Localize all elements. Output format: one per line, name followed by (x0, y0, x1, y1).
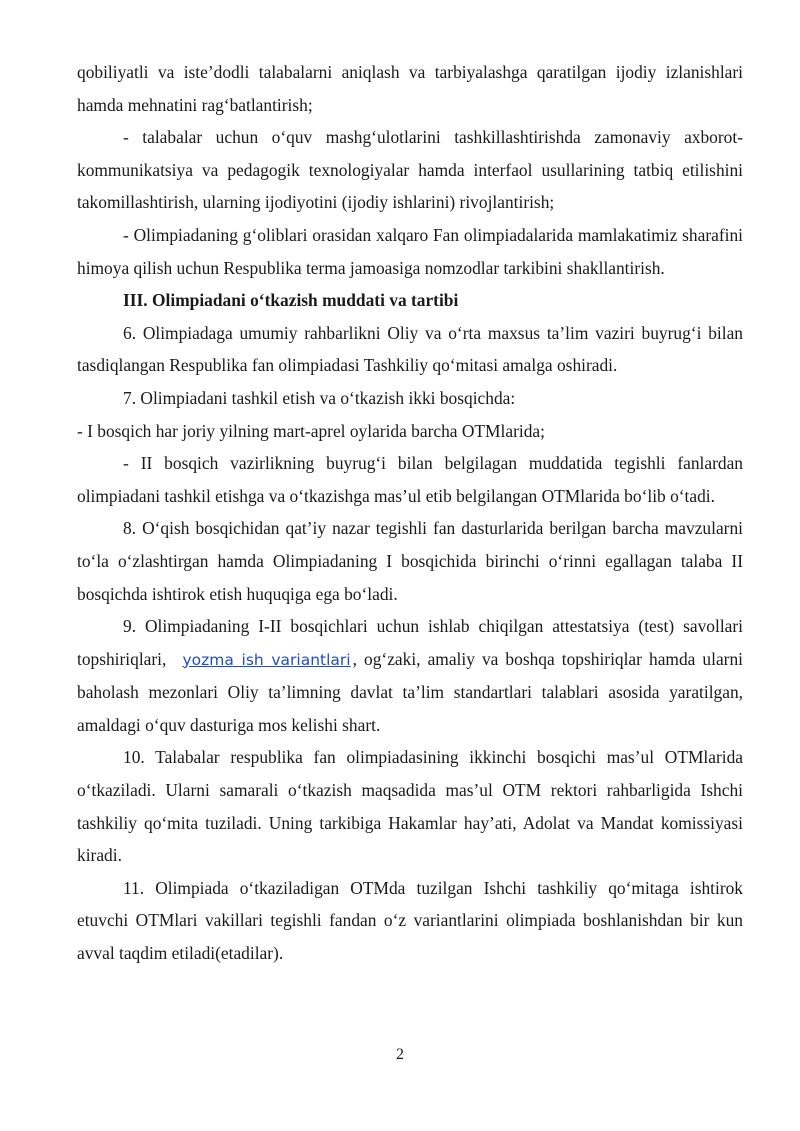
paragraph-9-text-before: 9. Olimpiadaning I-II bosqichlari uchun ishlab chiqilgan attestatsiya (test) savollari topshiriqlari, (77, 616, 743, 669)
paragraph-9-text-after: , og‘zaki, amaliy va boshqa topshiriqlar hamda ularni baholash mezonlari Oliy ta’limning davlat ta’lim standartlari talablari asosida yaratilgan, amaldagi o‘quv dasturiga mos kelishi shart. (77, 648, 743, 735)
section-heading: III. Olimpiadani o‘tkazish muddati va tartibi (123, 290, 459, 311)
paragraph-ict-technologies: - talabalar uchun o‘quv mashg‘ulotlarini tashkillashtirishda zamonaviy axborot-kommunikatsiya va pedagogik texnologiyalar hamda interfaol usullarining tatbiq etilishini takomillashtirish, ularning ijodiyotini (ijodiy ishlarini) rivojlantirish; (77, 127, 743, 213)
paragraph-6: 6. Olimpiadaga umumiy rahbarlikni Oliy va o‘rta maxsus ta’lim vaziri buyrug‘i bilan tasdiqlangan Respublika fan olimpiadasi Tashkiliy qo‘mitasi amalga oshiradi. (77, 322, 743, 376)
paragraph-7-stage-1: - I bosqich har joriy yilning mart-aprel oylarida barcha OTMlarida; (77, 420, 545, 441)
paragraph-7-stage-2: - II bosqich vazirlikning buyrug‘i bilan belgilagan muddatida tegishli fanlardan olimpiadani tashkil etishga va o‘tkazishga mas’ul etib belgilangan OTMlarida bo‘lib o‘tadi. (77, 453, 743, 506)
paragraph-11: 11. Olimpiada o‘tkaziladigan OTMda tuzilgan Ishchi tashkiliy qo‘mitaga ishtirok etuvchi OTMlari vakillari tegishli fandan o‘z variantlarini olimpiada boshlanishdan bir kun avval taqdim etiladi(etadilar). (77, 877, 743, 964)
paragraph-10: 10. Talabalar respublika fan olimpiadasining ikkinchi bosqichi mas’ul OTMlarida o‘tkaziladi. Ularni samarali o‘tkazish maqsadida mas’ul OTM rektori rahbarligida Ishchi tashkiliy qo‘mita tuziladi. Uning tarkibiga Hakamlar hay’ati, Adolat va Mandat komissiyasi kiradi. (77, 747, 743, 866)
paragraph-national-team: - Olimpiadaning g‘oliblari orasidan xalqaro Fan olimpiadalarida mamlakatimiz sharafini himoya qilish uchun Respublika terma jamoasiga nomzodlar tarkibini shakllantirish. (77, 224, 743, 278)
paragraph-continuation: qobiliyatli va iste’dodli talabalarni aniqlash va tarbiyalashga qaratilgan ijodiy izlanishlari hamda mehnatini rag‘batlantirish; (77, 62, 743, 115)
paragraph-7: 7. Olimpiadani tashkil etish va o‘tkazish ikki bosqichda: (123, 387, 516, 408)
paragraph-8: 8. O‘qish bosqichidan qat’iy nazar tegishli fan dasturlarida berilgan barcha mavzularni to‘la o‘zlashtirgan hamda Olimpiadaning I bosqichida birinchi o‘rinni egallagan talaba II bosqichda ishtirok etish huquqiga ega bo‘ladi. (77, 518, 743, 604)
written-variants-link[interactable]: yozma ish variantlari (182, 650, 351, 669)
page-number: 2 (396, 1046, 404, 1063)
paragraph-9 (77, 610, 743, 741)
document-page (77, 56, 743, 970)
